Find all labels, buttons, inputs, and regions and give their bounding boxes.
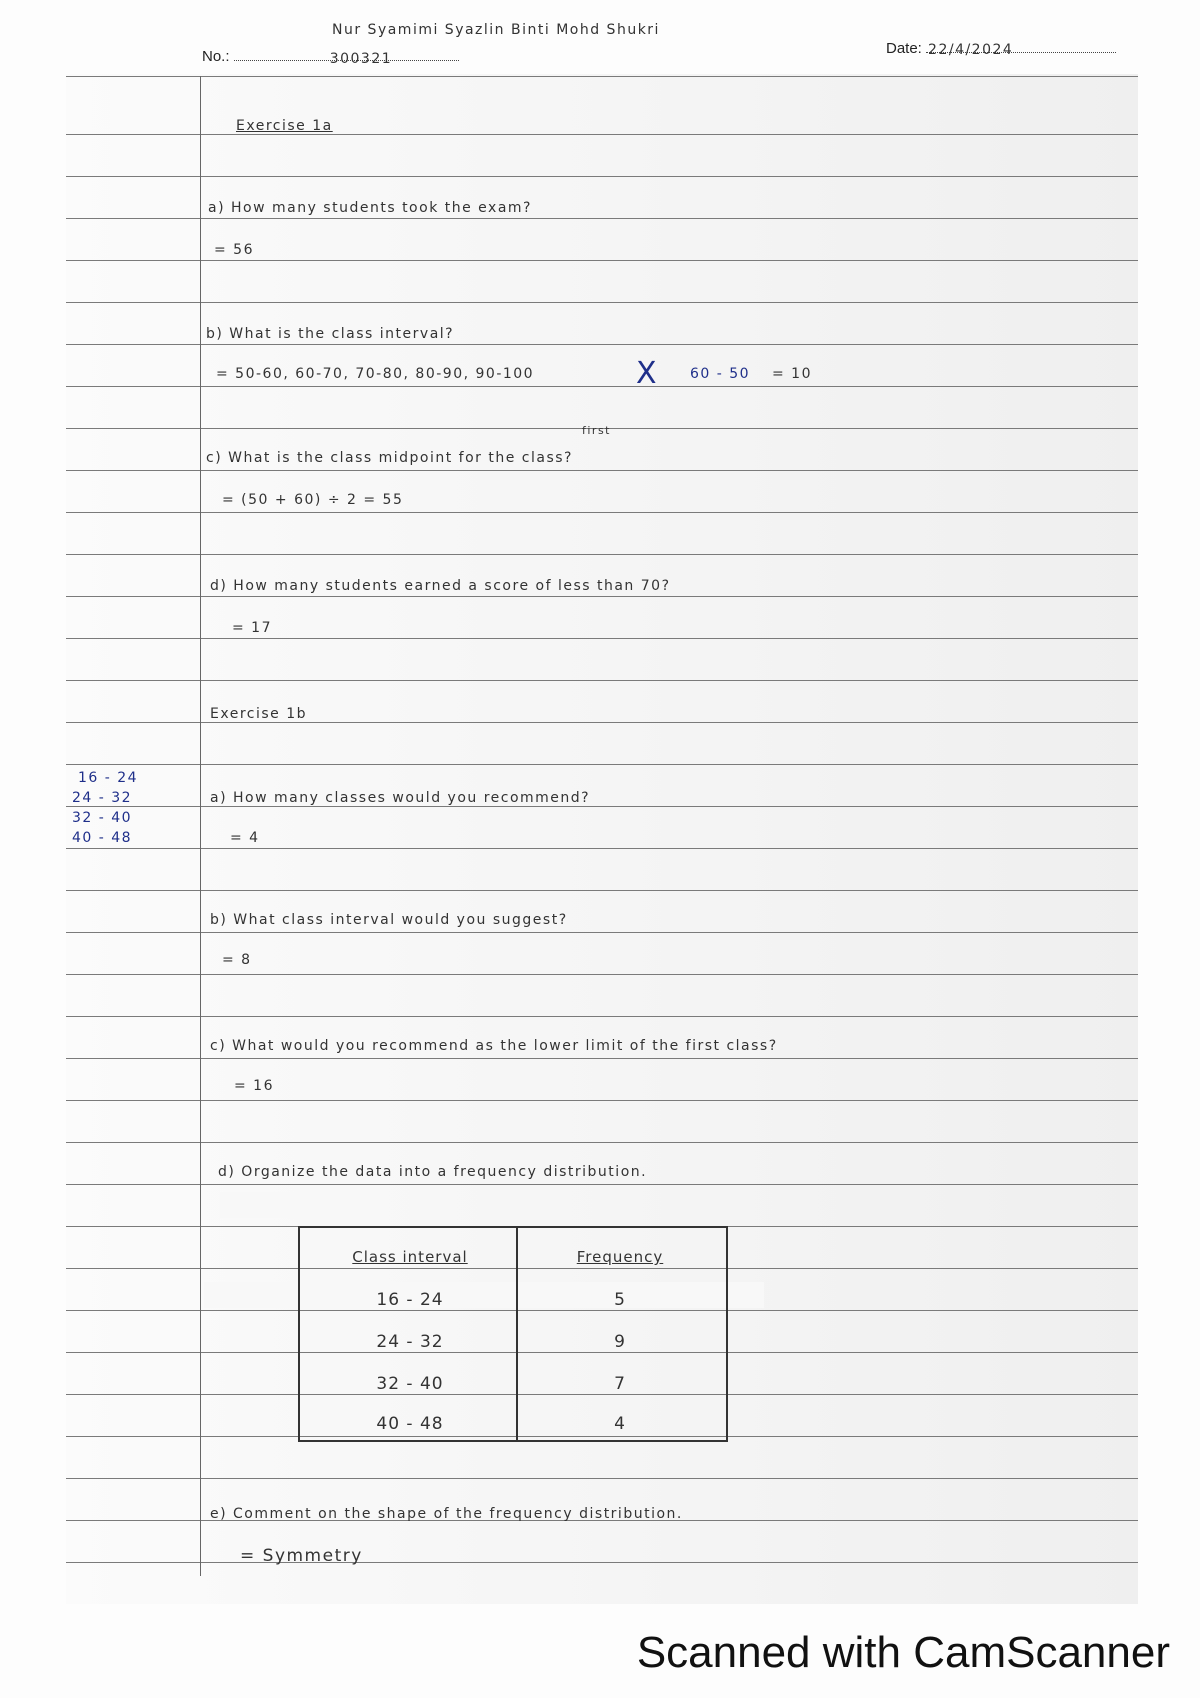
student-number: 300321 [329,51,393,67]
ruled-line [66,1184,1138,1185]
exercise-1b-title: Exercise 1b [210,706,307,722]
question-1b-c: c) What would you recommend as the lower limit of the first class? [210,1038,778,1054]
question-1b-a: a) How many classes would you recommend? [210,790,591,806]
ruled-line [66,134,1138,135]
margin-note: 32 - 40 [72,810,133,826]
question-1a-a: a) How many students took the exam? [208,200,532,216]
answer-1a-a: = 56 [214,242,254,258]
table-cell-interval: 32 - 40 [376,1374,444,1394]
ruled-line [66,176,1138,177]
ruled-line [66,764,1138,765]
ruled-line [66,1016,1138,1017]
answer-1b-b: = 8 [222,952,252,968]
ruled-line [66,1058,1138,1059]
ruled-line [66,344,1138,345]
insert-word: first [582,424,611,437]
ruled-line [66,638,1138,639]
answer-1b-e: = Symmetry [240,1546,363,1566]
number-label: No.: 300321 [202,48,459,65]
frequency-table [298,1226,728,1442]
ruled-line [66,512,1138,513]
table-cell-frequency: 4 [614,1414,626,1434]
table-cell-frequency: 9 [614,1332,626,1352]
ruled-line [66,76,1138,77]
answer-1b-a: = 4 [230,830,260,846]
answer-1a-b: = 50-60, 60-70, 70-80, 80-90, 90-100 [216,366,535,382]
ruled-line [66,806,1138,807]
question-1a-c: c) What is the class midpoint for the class? [206,450,573,466]
exercise-1a-title: Exercise 1a [236,118,333,134]
answer-1b-c: = 16 [234,1078,274,1094]
correction-1a-b: 60 - 50 [690,366,751,382]
ruled-line [66,386,1138,387]
camscanner-watermark: Scanned with CamScanner [636,1628,1170,1677]
ruled-line [66,470,1138,471]
ruled-line [66,1100,1138,1101]
question-1a-d: d) How many students earned a score of less than 70? [210,578,671,594]
table-divider [516,1228,518,1440]
ruled-line [66,218,1138,219]
question-1b-e: e) Comment on the shape of the frequency distribution. [210,1506,683,1522]
ruled-line [66,260,1138,261]
ruled-line [66,1562,1138,1563]
cross-mark: X [636,356,657,391]
ruled-line [66,932,1138,933]
margin-note: 40 - 48 [72,830,133,846]
question-1a-b: b) What is the class interval? [206,326,455,342]
ruled-line [66,1142,1138,1143]
ruled-line [66,974,1138,975]
margin-note: 24 - 32 [72,790,133,806]
ruled-line [66,848,1138,849]
table-cell-interval: 16 - 24 [376,1290,444,1310]
table-header-frequency: Frequency [576,1248,664,1266]
date-value: 22/4/2024 [928,42,1014,58]
margin-note: 16 - 24 [78,770,139,786]
ruled-line [66,890,1138,891]
table-cell-frequency: 5 [614,1290,626,1310]
paper-patch [220,1192,350,1218]
ruled-line [66,722,1138,723]
table-cell-frequency: 7 [614,1374,626,1394]
question-1b-b: b) What class interval would you suggest? [210,912,568,928]
table-cell-interval: 40 - 48 [376,1414,444,1434]
ruled-line [66,596,1138,597]
question-1b-d: d) Organize the data into a frequency distribution. [218,1164,648,1180]
student-name: Nur Syamimi Syazlin Binti Mohd Shukri [332,22,660,38]
ruled-line [66,554,1138,555]
table-cell-interval: 24 - 32 [376,1332,444,1352]
ruled-line [66,1478,1138,1479]
ruled-line [66,302,1138,303]
margin-line [200,76,201,1576]
date-label: Date: 22/4/2024 [886,40,1116,57]
correction-1a-b-result: = 10 [772,366,812,382]
table-header-interval: Class interval [352,1248,468,1266]
ruled-line [66,680,1138,681]
answer-1a-c: = (50 + 60) ÷ 2 = 55 [222,492,404,508]
answer-1a-d: = 17 [232,620,272,636]
